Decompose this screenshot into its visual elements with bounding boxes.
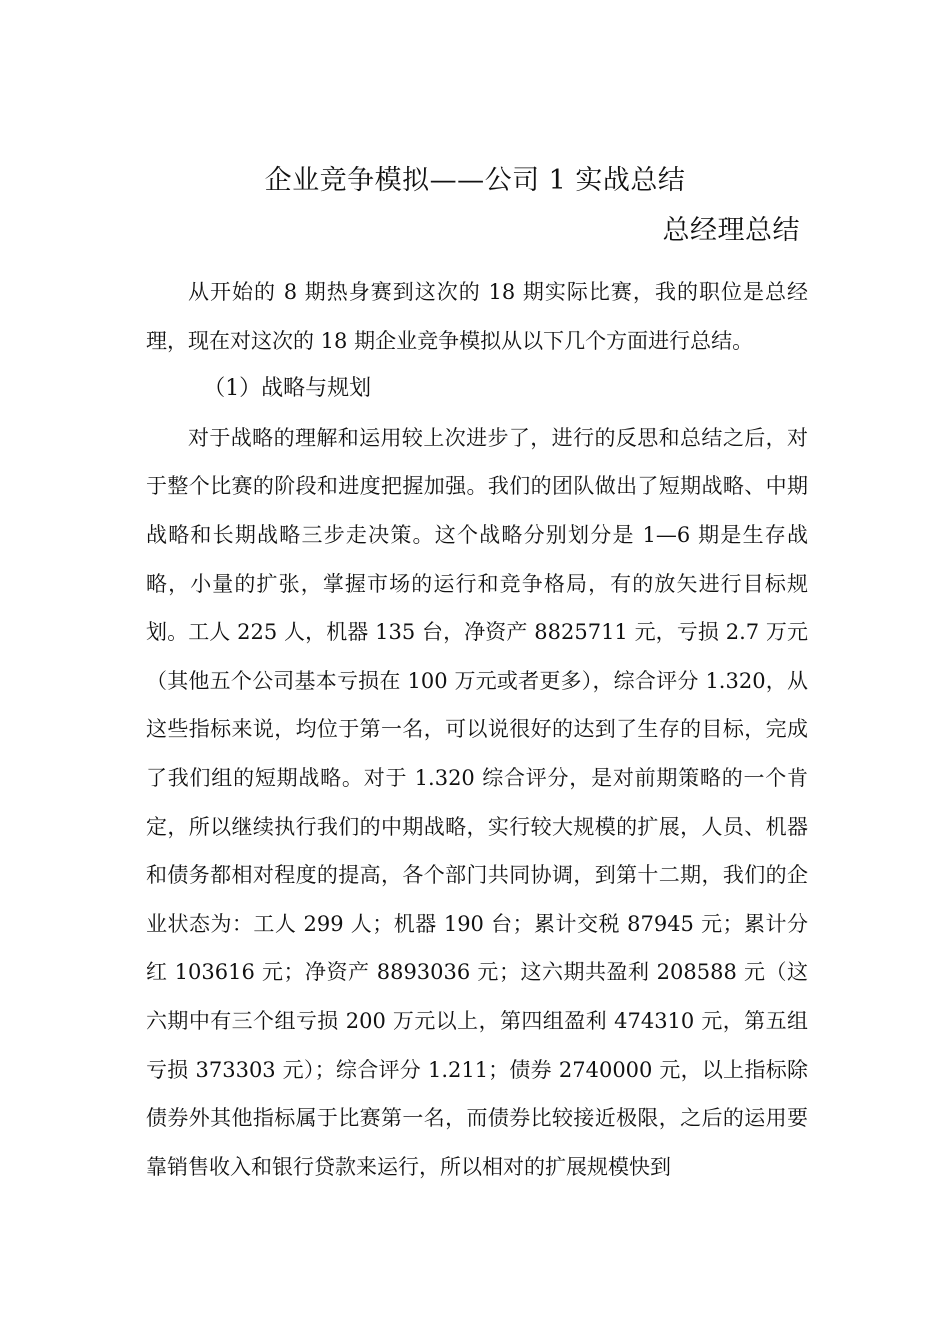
document-title: 企业竞争模拟——公司 1 实战总结 [264,165,686,196]
document-subtitle: 总经理总结 [662,215,800,246]
strategy-paragraph: 对于战略的理解和运用较上次进步了，进行的反思和总结之后，对于整个比赛的阶段和进度把握加强。我们的团队做出了短期战略、中期战略和长期战略三步走决策。这个战略分别划分是 1—6 期是生存战略，小量的扩张，掌握市场的运行和竞争格局，有的放矢进行目标规划。工人 225 人，机器 135 台，净资产 8825711 元，亏损 2.7 万元（其他五个公司基本亏损在 100 万元或者更多），综合评分 1.320，从这些指标来说，均位于第一名，可以说很好的达到了生存的目标，完成了我们组的短期战略。对于 1.320 综合评分，是对前期策略的一个肯定，所以继续执行我们的中期战略，实行较大规模的扩展，人员、机器和债务都相对程度的提高，各个部门共同协调，到第十二期，我们的企业状态为：工人 299 人；机器 190 台；累计交税 87945 元；累计分红 103616 元；净资产 8893036 元；这六期共盈利 208588 元（这六期中有三个组亏损 200 万元以上，第四组盈利 474310 元，第五组亏损 373303 元）；综合评分 1.211；债券 2740000 元，以上指标除债券外其他指标属于比赛第一名，而债券比较接近极限，之后的运用要靠销售收入和银行贷款来运行，所以相对的扩展规模快到 [146,425,808,1179]
document-body [146,268,808,1191]
intro-paragraph: 从开始的 8 期热身赛到这次的 18 期实际比赛，我的职位是总经理，现在对这次的 18 期企业竞争模拟从以下几个方面进行总结。 [146,280,808,353]
section-heading: （1）战略与规划 [203,376,372,402]
